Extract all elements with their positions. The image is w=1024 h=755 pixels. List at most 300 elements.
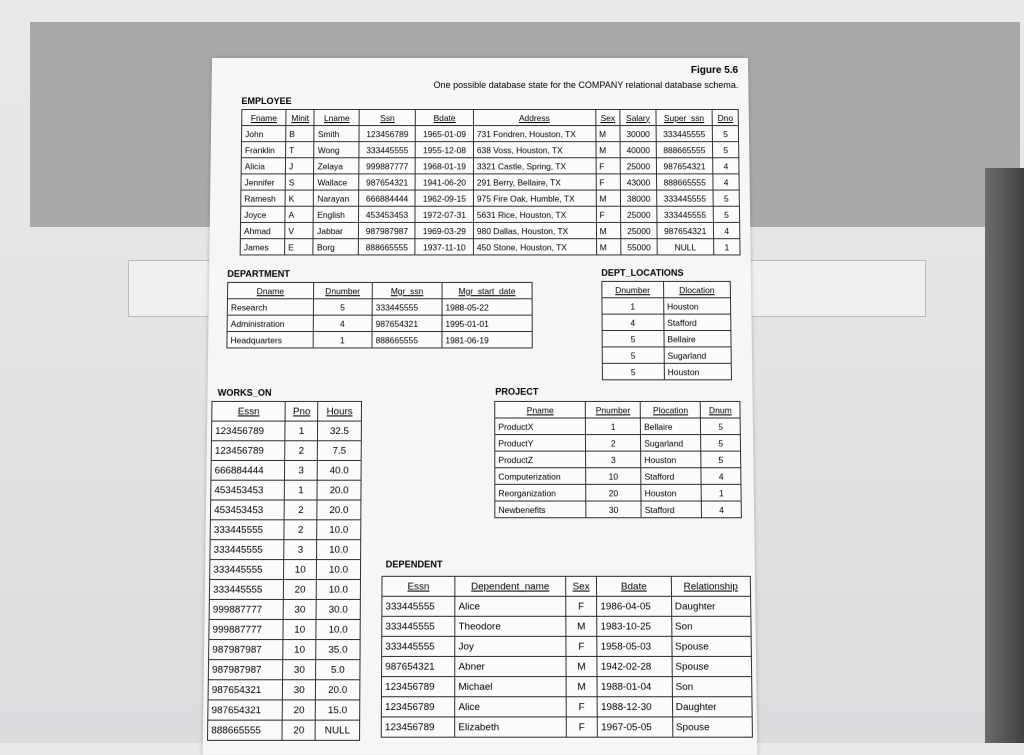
table-cell: F bbox=[596, 174, 621, 190]
table-cell: 4 bbox=[313, 315, 372, 331]
table-cell: 1986-04-05 bbox=[597, 596, 672, 616]
table-row bbox=[227, 315, 532, 331]
table-cell: A bbox=[285, 206, 314, 222]
table-cell: 999887777 bbox=[209, 619, 284, 639]
table-cell: 1 bbox=[285, 421, 317, 441]
column-header: Sex bbox=[565, 576, 596, 596]
table-row bbox=[210, 520, 361, 540]
table-cell: ProductY bbox=[495, 435, 586, 452]
table-row bbox=[241, 174, 739, 190]
table-cell: 5 bbox=[602, 347, 664, 363]
table-cell: 7.5 bbox=[317, 441, 361, 461]
table-cell: Sugarland bbox=[664, 347, 731, 363]
table-cell: 4 bbox=[714, 222, 740, 238]
table-cell: 38000 bbox=[621, 190, 657, 206]
table-cell: 1965-01-09 bbox=[416, 126, 474, 142]
table-row bbox=[211, 421, 361, 441]
table-cell: 10 bbox=[283, 640, 316, 660]
table-cell: 1969-03-29 bbox=[415, 222, 473, 238]
column-header: Pno bbox=[285, 401, 317, 421]
table-cell: 4 bbox=[701, 468, 741, 485]
column-header: Essn bbox=[212, 401, 286, 421]
table-cell: F bbox=[566, 596, 597, 616]
table-cell: 453453453 bbox=[359, 206, 416, 222]
table-cell: 20.0 bbox=[315, 680, 359, 700]
dept-locations-label: DEPT_LOCATIONS bbox=[601, 267, 684, 278]
table-cell: F bbox=[566, 697, 598, 717]
table-cell: ProductZ bbox=[495, 451, 586, 468]
table-cell: 333445555 bbox=[210, 520, 284, 540]
column-header: Bdate bbox=[416, 110, 474, 126]
table-cell: Spouse bbox=[672, 636, 752, 656]
table-cell: 888665555 bbox=[372, 332, 442, 348]
table-cell: 333445555 bbox=[382, 616, 455, 636]
table-cell: 1955-12-08 bbox=[416, 142, 474, 158]
table-cell: 30 bbox=[283, 660, 316, 680]
table-cell: 1968-01-19 bbox=[416, 158, 474, 174]
table-cell: 43000 bbox=[621, 174, 657, 190]
employee-table bbox=[240, 109, 741, 255]
table-cell: 2 bbox=[284, 520, 317, 540]
table-row bbox=[209, 579, 360, 599]
table-cell: 5 bbox=[713, 206, 739, 222]
table-cell: John bbox=[242, 126, 286, 142]
column-header: Dnumber bbox=[313, 282, 372, 298]
dept-locations-table bbox=[601, 281, 732, 380]
table-cell: 123456789 bbox=[211, 421, 285, 441]
table-cell: 2 bbox=[285, 441, 317, 461]
table-cell: 638 Voss, Houston, TX bbox=[473, 142, 595, 158]
project-label: PROJECT bbox=[495, 386, 539, 397]
table-cell: 4 bbox=[602, 314, 664, 330]
table-row bbox=[241, 190, 740, 206]
table-cell: 20.0 bbox=[317, 500, 361, 520]
table-row bbox=[602, 298, 731, 314]
table-cell: 987987987 bbox=[208, 660, 283, 680]
table-cell: Alicia bbox=[241, 158, 285, 174]
column-header: Address bbox=[473, 110, 595, 126]
table-cell: 2 bbox=[284, 500, 317, 520]
table-row bbox=[382, 656, 752, 676]
column-header: Essn bbox=[382, 576, 455, 596]
dept-locations-header-row bbox=[602, 281, 731, 297]
table-cell: 20.0 bbox=[317, 480, 361, 500]
table-cell: F bbox=[596, 206, 621, 222]
table-cell: 10.0 bbox=[316, 560, 360, 580]
table-cell: 888665555 bbox=[358, 239, 415, 255]
table-cell: 333445555 bbox=[210, 560, 284, 580]
table-cell: Zelaya bbox=[314, 158, 359, 174]
table-cell: 1983-10-25 bbox=[597, 616, 672, 636]
table-cell: M bbox=[596, 222, 621, 238]
table-cell: 1988-05-22 bbox=[442, 299, 532, 315]
table-cell: NULL bbox=[657, 239, 714, 255]
table-row bbox=[211, 480, 361, 500]
table-row bbox=[227, 332, 532, 348]
table-cell: 30 bbox=[284, 599, 317, 619]
table-cell: 5 bbox=[713, 142, 739, 158]
table-row bbox=[602, 347, 731, 363]
column-header: Pname bbox=[495, 401, 586, 418]
table-cell: Jabbar bbox=[313, 222, 358, 238]
table-cell: Computerization bbox=[495, 468, 586, 485]
table-cell: 888665555 bbox=[656, 142, 713, 158]
table-cell: 2 bbox=[586, 435, 641, 452]
table-cell: 453453453 bbox=[211, 480, 285, 500]
table-cell: 10.0 bbox=[317, 520, 361, 540]
table-row bbox=[382, 596, 751, 616]
table-cell: 1995-01-01 bbox=[442, 315, 532, 331]
table-cell: Daughter bbox=[672, 697, 752, 717]
table-cell: 333445555 bbox=[656, 190, 713, 206]
table-cell: Stafford bbox=[641, 501, 702, 518]
table-cell: 1941-06-20 bbox=[415, 174, 473, 190]
table-cell: B bbox=[286, 126, 315, 142]
table-cell: Bellaire bbox=[640, 418, 701, 435]
table-cell: Spouse bbox=[672, 656, 752, 676]
table-cell: Alice bbox=[455, 596, 566, 616]
table-cell: 333445555 bbox=[382, 596, 455, 616]
column-header: Relationship bbox=[671, 576, 751, 596]
table-cell: 10.0 bbox=[316, 579, 360, 599]
table-cell: 5 bbox=[602, 331, 664, 347]
table-row bbox=[381, 717, 752, 737]
table-cell: 1981-06-19 bbox=[442, 332, 532, 348]
table-cell: 5.0 bbox=[316, 660, 360, 680]
table-cell: 1 bbox=[313, 332, 372, 348]
table-cell: 10.0 bbox=[316, 619, 360, 639]
table-cell: 15.0 bbox=[315, 700, 359, 720]
table-cell: 1962-09-15 bbox=[415, 190, 473, 206]
table-cell: 1958-05-03 bbox=[597, 636, 672, 656]
table-row bbox=[210, 540, 361, 560]
table-row bbox=[602, 331, 731, 347]
table-cell: 3321 Castle, Spring, TX bbox=[473, 158, 595, 174]
table-cell: Franklin bbox=[241, 142, 285, 158]
table-cell: 3 bbox=[285, 460, 317, 480]
table-row bbox=[208, 660, 360, 680]
table-cell: M bbox=[566, 616, 597, 636]
column-header: Dnum bbox=[701, 401, 740, 418]
table-row bbox=[495, 451, 741, 468]
table-cell: 1972-07-31 bbox=[415, 206, 473, 222]
column-header: Fname bbox=[242, 110, 286, 126]
table-cell: Stafford bbox=[664, 314, 731, 330]
table-row bbox=[382, 616, 751, 636]
table-row bbox=[240, 222, 739, 238]
table-cell: 123456789 bbox=[381, 697, 454, 717]
table-cell: 123456789 bbox=[381, 677, 454, 697]
table-cell: 1 bbox=[285, 480, 318, 500]
table-cell: 30000 bbox=[620, 126, 656, 142]
table-cell: 25000 bbox=[621, 222, 657, 238]
table-cell: 30.0 bbox=[316, 599, 360, 619]
table-cell: 333445555 bbox=[382, 636, 455, 656]
table-cell: M bbox=[596, 190, 621, 206]
table-cell: Newbenefits bbox=[495, 501, 586, 518]
table-cell: 333445555 bbox=[359, 142, 416, 158]
table-cell: 987654321 bbox=[372, 315, 442, 331]
table-row bbox=[242, 126, 739, 142]
table-cell: 987654321 bbox=[657, 222, 714, 238]
table-cell: 4 bbox=[713, 174, 739, 190]
table-cell: 1 bbox=[586, 418, 641, 435]
table-cell: 5 bbox=[712, 126, 738, 142]
table-cell: 5 bbox=[701, 418, 740, 435]
table-cell: 5 bbox=[713, 190, 739, 206]
table-row bbox=[381, 677, 751, 697]
table-cell: M bbox=[566, 677, 597, 697]
table-cell: T bbox=[286, 142, 315, 158]
table-row bbox=[209, 599, 360, 619]
table-cell: Ramesh bbox=[241, 190, 285, 206]
table-cell: 3 bbox=[284, 540, 317, 560]
table-cell: English bbox=[314, 206, 359, 222]
table-cell: 333445555 bbox=[656, 126, 713, 142]
table-row bbox=[495, 501, 742, 518]
table-row bbox=[495, 484, 741, 501]
table-cell: 123456789 bbox=[381, 717, 455, 737]
table-cell: 1988-01-04 bbox=[597, 677, 672, 697]
table-cell: 1 bbox=[602, 298, 664, 314]
document-page bbox=[203, 58, 758, 755]
table-cell: 5631 Rice, Houston, TX bbox=[473, 206, 596, 222]
table-cell: 10 bbox=[284, 560, 317, 580]
table-cell: Michael bbox=[455, 677, 566, 697]
table-cell: F bbox=[596, 158, 621, 174]
dependent-table bbox=[381, 576, 753, 738]
table-cell: 20 bbox=[586, 484, 641, 501]
table-cell: 40.0 bbox=[317, 460, 361, 480]
table-row bbox=[211, 460, 361, 480]
table-cell: 55000 bbox=[621, 239, 657, 255]
table-cell: ProductX bbox=[495, 418, 586, 435]
table-cell: 5 bbox=[313, 299, 372, 315]
table-row bbox=[208, 700, 360, 720]
table-cell: 888665555 bbox=[208, 720, 283, 740]
figure-caption: One possible database state for the COMPANY relational database schema. bbox=[433, 79, 739, 90]
column-header: Bdate bbox=[597, 576, 672, 596]
table-cell: Spouse bbox=[672, 717, 752, 737]
table-cell: 333445555 bbox=[372, 299, 442, 315]
table-cell: 987987987 bbox=[358, 222, 415, 238]
column-header: Lname bbox=[314, 110, 359, 126]
column-header: Mgr_start_date bbox=[442, 282, 532, 298]
table-cell: Borg bbox=[313, 239, 358, 255]
table-cell: M bbox=[566, 656, 597, 676]
works-on-label: WORKS_ON bbox=[217, 387, 272, 398]
dependent-header-row bbox=[382, 576, 751, 596]
table-cell: 731 Fondren, Houston, TX bbox=[473, 126, 595, 142]
table-cell: 4 bbox=[702, 501, 742, 518]
table-cell: 453453453 bbox=[210, 500, 284, 520]
table-cell: F bbox=[566, 717, 598, 737]
column-header: Pnumber bbox=[586, 401, 641, 418]
table-cell: M bbox=[596, 142, 621, 158]
table-cell: 291 Berry, Bellaire, TX bbox=[473, 174, 595, 190]
table-cell: 1937-11-10 bbox=[415, 239, 473, 255]
table-cell: 333445555 bbox=[657, 206, 714, 222]
table-cell: 999887777 bbox=[209, 599, 284, 619]
table-row bbox=[382, 636, 752, 656]
table-cell: 20 bbox=[283, 700, 316, 720]
table-cell: 666884444 bbox=[359, 190, 416, 206]
table-row bbox=[381, 697, 752, 717]
table-cell: NULL bbox=[315, 720, 360, 740]
table-cell: Headquarters bbox=[227, 332, 313, 348]
table-cell: Daughter bbox=[671, 596, 751, 616]
table-cell: 888665555 bbox=[656, 174, 713, 190]
table-cell: Theodore bbox=[455, 616, 566, 636]
column-header: Ssn bbox=[359, 110, 416, 126]
table-row bbox=[602, 363, 731, 379]
table-row bbox=[209, 640, 361, 660]
column-header: Dnumber bbox=[602, 281, 664, 297]
table-cell: 30 bbox=[586, 501, 641, 518]
table-cell: Elizabeth bbox=[455, 717, 566, 737]
employee-label: EMPLOYEE bbox=[241, 95, 292, 106]
table-cell: 10.0 bbox=[317, 540, 361, 560]
column-header: Salary bbox=[620, 110, 656, 126]
table-cell: Smith bbox=[314, 126, 359, 142]
table-cell: Houston bbox=[663, 298, 730, 314]
table-row bbox=[241, 206, 740, 222]
table-cell: 3 bbox=[586, 451, 641, 468]
table-row bbox=[211, 441, 361, 461]
table-cell: Wong bbox=[314, 142, 359, 158]
table-cell: Administration bbox=[227, 315, 313, 331]
table-cell: Houston bbox=[641, 451, 702, 468]
table-cell: 987987987 bbox=[209, 640, 284, 660]
table-cell: M bbox=[596, 239, 621, 255]
table-cell: Son bbox=[671, 616, 751, 636]
table-cell: Son bbox=[672, 677, 752, 697]
table-cell: 987654321 bbox=[656, 158, 713, 174]
table-cell: 666884444 bbox=[211, 460, 285, 480]
employee-header-row bbox=[242, 110, 739, 126]
table-cell: 999887777 bbox=[359, 158, 416, 174]
table-cell: 1 bbox=[714, 239, 740, 255]
column-header: Dlocation bbox=[663, 281, 730, 297]
table-cell: Bellaire bbox=[664, 331, 731, 347]
table-row bbox=[495, 468, 741, 485]
table-cell: 25000 bbox=[621, 206, 657, 222]
table-cell: 10 bbox=[283, 619, 316, 639]
table-cell: 1967-05-05 bbox=[597, 717, 672, 737]
table-cell: James bbox=[240, 239, 285, 255]
column-header: Sex bbox=[595, 110, 620, 126]
figure-title: Figure 5.6 bbox=[690, 64, 739, 76]
table-cell: Narayan bbox=[314, 190, 359, 206]
table-cell: Abner bbox=[455, 656, 566, 676]
table-cell: 975 Fire Oak, Humble, TX bbox=[473, 190, 596, 206]
table-cell: 25000 bbox=[620, 158, 656, 174]
table-row bbox=[227, 299, 532, 315]
table-cell: Alice bbox=[455, 697, 566, 717]
table-cell: 987654321 bbox=[359, 174, 416, 190]
project-table bbox=[494, 401, 742, 518]
department-header-row bbox=[227, 282, 532, 298]
project-header-row bbox=[495, 401, 740, 418]
column-header: Minit bbox=[286, 110, 315, 126]
table-cell: 20 bbox=[282, 720, 315, 740]
table-row bbox=[209, 619, 360, 639]
table-row bbox=[210, 560, 361, 580]
works-on-table bbox=[207, 401, 362, 741]
table-cell: S bbox=[285, 174, 314, 190]
table-cell: 987654321 bbox=[382, 656, 455, 676]
column-header: Dno bbox=[712, 110, 738, 126]
table-cell: 40000 bbox=[620, 142, 656, 158]
department-label: DEPARTMENT bbox=[227, 268, 290, 279]
table-cell: 123456789 bbox=[211, 441, 285, 461]
column-header: Dname bbox=[227, 282, 313, 298]
table-cell: Houston bbox=[641, 484, 702, 501]
table-row bbox=[240, 239, 740, 255]
table-cell: Stafford bbox=[641, 468, 702, 485]
table-cell: K bbox=[285, 190, 314, 206]
table-cell: 1988-12-30 bbox=[597, 697, 672, 717]
table-cell: 1942-02-28 bbox=[597, 656, 672, 676]
column-header: Hours bbox=[318, 401, 362, 421]
table-cell: 980 Dallas, Houston, TX bbox=[473, 222, 596, 238]
table-cell: Houston bbox=[664, 363, 731, 379]
table-cell: 123456789 bbox=[359, 126, 416, 142]
table-cell: 987654321 bbox=[208, 700, 283, 720]
table-row bbox=[208, 680, 360, 700]
table-cell: 32.5 bbox=[318, 421, 362, 441]
table-cell: M bbox=[595, 126, 620, 142]
column-header: Dependent_name bbox=[455, 576, 566, 596]
table-cell: 4 bbox=[713, 158, 739, 174]
table-cell: Wallace bbox=[314, 174, 359, 190]
table-cell: Reorganization bbox=[495, 484, 586, 501]
table-cell: 35.0 bbox=[316, 640, 360, 660]
table-cell: 5 bbox=[602, 363, 664, 379]
table-row bbox=[241, 158, 739, 174]
column-header: Plocation bbox=[640, 401, 701, 418]
table-cell: 333445555 bbox=[209, 579, 284, 599]
works-on-header-row bbox=[212, 401, 362, 421]
table-row bbox=[495, 418, 741, 435]
background-edge bbox=[985, 168, 1024, 743]
table-cell: 5 bbox=[701, 451, 741, 468]
table-cell: 30 bbox=[283, 680, 316, 700]
table-row bbox=[602, 314, 731, 330]
table-cell: F bbox=[566, 636, 597, 656]
table-cell: Research bbox=[227, 299, 313, 315]
table-cell: 987654321 bbox=[208, 680, 283, 700]
table-cell: Sugarland bbox=[641, 435, 702, 452]
column-header: Super_ssn bbox=[656, 110, 713, 126]
table-row bbox=[241, 142, 738, 158]
table-cell: 450 Stone, Houston, TX bbox=[473, 239, 596, 255]
table-cell: 20 bbox=[284, 579, 317, 599]
department-table bbox=[226, 282, 532, 349]
table-cell: J bbox=[285, 158, 314, 174]
table-row bbox=[210, 500, 361, 520]
table-cell: 1 bbox=[702, 484, 742, 501]
column-header: Mgr_ssn bbox=[372, 282, 442, 298]
table-cell: Ahmad bbox=[240, 222, 285, 238]
table-cell: 333445555 bbox=[210, 540, 284, 560]
table-row bbox=[208, 720, 360, 740]
table-cell: Jennifer bbox=[241, 174, 285, 190]
table-cell: E bbox=[285, 239, 314, 255]
table-row bbox=[495, 435, 741, 452]
dependent-label: DEPENDENT bbox=[385, 559, 443, 570]
table-cell: Joyce bbox=[241, 206, 286, 222]
